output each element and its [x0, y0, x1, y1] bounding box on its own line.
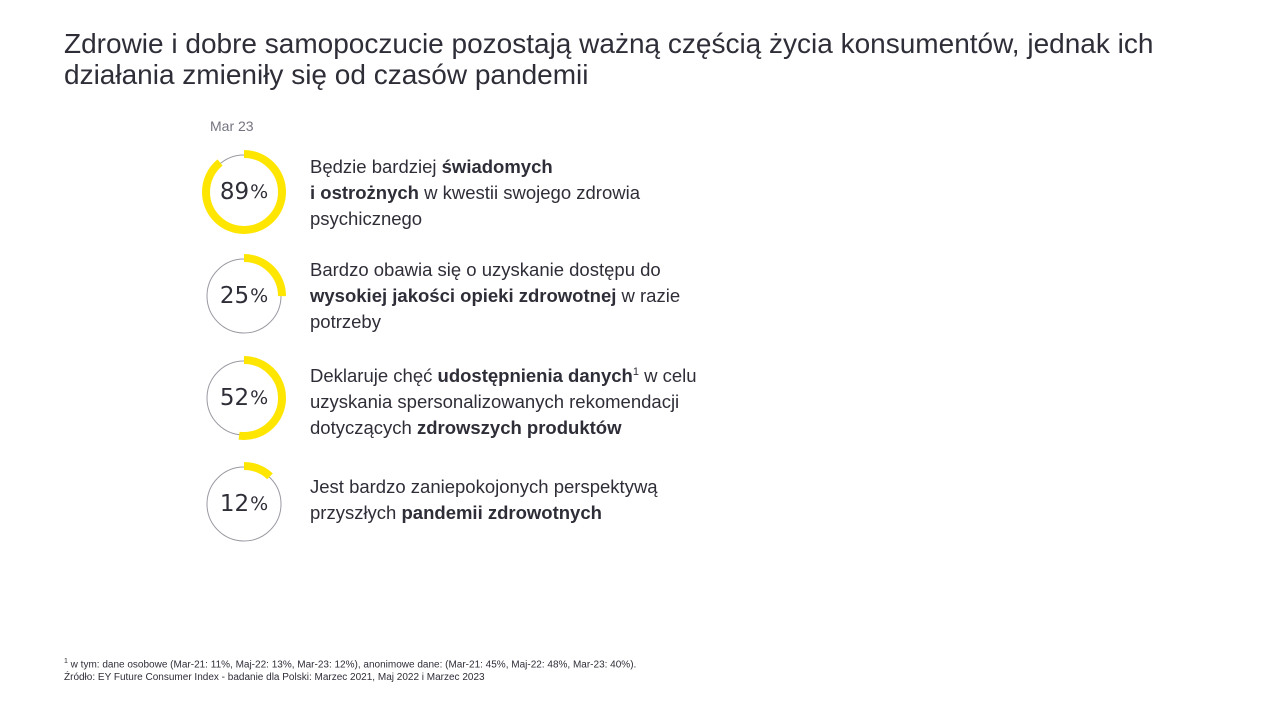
percent-value: 89 % [219, 179, 269, 205]
footnote-marker: 1 [632, 366, 639, 378]
stat-row-psych-health [200, 148, 780, 240]
donut-chart [200, 460, 288, 548]
stat-description: Będzie bardziej świadomych i ostrożnych w kwestii swojego zdrowia psychicznego [310, 156, 641, 229]
donut-chart [200, 252, 288, 340]
percent-value: 52 % [219, 385, 269, 411]
period-label: Mar 23 [210, 118, 254, 134]
footnote-line-1: $^1$ w tym: dane osobowe (Mar-21: 11%, Maj-22: 13%, Mar-23: 12%), anonimowe dane: (Mar-21: 45%, Maj-22: 48%, Mar-23: 40%). [64, 658, 637, 671]
percent-value: 25 % [219, 283, 269, 309]
stat-row-pandemic-concern [200, 460, 780, 552]
page-title: Zdrowie i dobre samopoczucie pozostają ważną częścią życia konsumentów, jednak ich działania zmieniły się od czasów pandemii [64, 28, 1154, 90]
footnote [64, 655, 636, 684]
stat-description: Jest bardzo zaniepokojonych perspektywą przyszłych pandemii zdrowotnych [310, 476, 658, 523]
stat-row-data-sharing [200, 354, 780, 446]
stat-description: Bardzo obawia się o uzyskanie dostępu do wysokiej jakości opieki zdrowotnej w razie potrzeby [310, 259, 681, 332]
donut-chart [200, 354, 288, 442]
stat-description: Deklaruje chęć udostępnienia danych$^1$ w celu uzyskania spersonalizowanych rekomendacji dotyczących zdrowszych produktów [310, 365, 697, 439]
percent-value: 12 % [219, 491, 269, 517]
donut-chart [200, 148, 288, 236]
source-line: Źródło: EY Future Consumer Index - badanie dla Polski: Marzec 2021, Maj 2022 i Marzec 2023 [64, 672, 485, 684]
stat-row-healthcare-access [200, 252, 780, 344]
